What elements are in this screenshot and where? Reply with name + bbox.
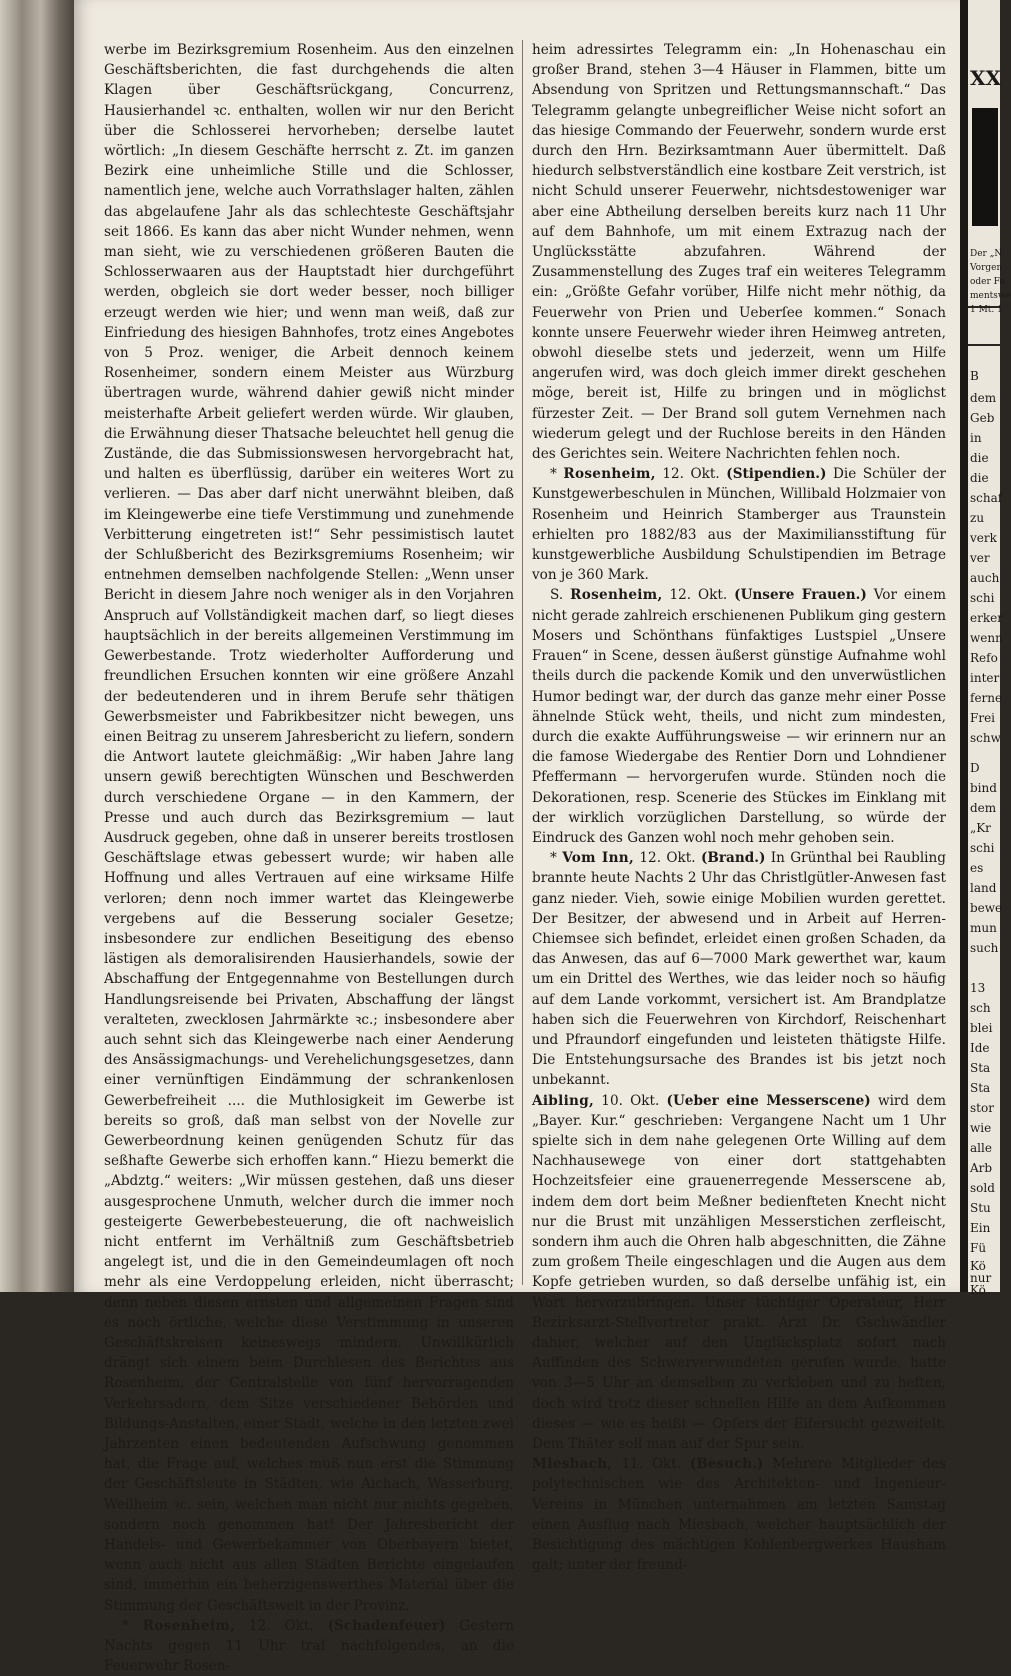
article-date: 11. Okt. bbox=[621, 1456, 682, 1473]
article-marker: * bbox=[550, 466, 557, 483]
right-column bbox=[532, 40, 946, 1575]
next-page-fragment: Geb bbox=[970, 411, 995, 425]
next-page-fragment: erker bbox=[970, 611, 1003, 625]
article-place: Aibling, bbox=[532, 1092, 595, 1109]
article-topic: (Ueber eine Messerscene) bbox=[666, 1092, 871, 1109]
article-topic: (Besuch.) bbox=[689, 1456, 764, 1473]
next-page-fragment: es bbox=[970, 861, 984, 875]
next-page-fragment: Kö bbox=[970, 1259, 986, 1273]
article-marker: * bbox=[550, 850, 557, 867]
next-page-fragment: blei bbox=[970, 1021, 993, 1035]
article-place: Rosenheim, bbox=[570, 587, 663, 604]
next-page-fragment: mun bbox=[970, 921, 997, 935]
next-page-fragment: stor bbox=[970, 1101, 994, 1115]
article-text: Die Schüler der Kunstgewerbeschulen in München, Willibald Holzmaier von Rosenheim und Heinrich Stamberger aus Traunstein erhielten pro 1882/83 aus der Maximiliansstiftung für kunstgewerbliche Ausbildung Schulstipendien im Betrage von je 360 Mark. bbox=[532, 466, 946, 584]
article-rosenheim-stipendien bbox=[532, 464, 946, 585]
article-vom-inn-brand bbox=[532, 848, 946, 1090]
next-page-fragment: schi bbox=[970, 591, 995, 605]
article-text: Vor einem nicht gerade zahlreich erschienenen Publikum ging gestern Mosers und Schönthans fünfaktiges Lustspiel „Unsere Frauen“ in Scene, dessen äußerst günstige Aufnahme wohl theils durch die packende Komik und den unverwüstlichen Humor bedingt war, der durch das ganze mehr einer Posse ähnelnde Stück weht, theils, und nicht zum mindesten, durch die exakte Aufführungsweise — wir erinnern nur an die famose Wiedergabe des Rentier Dorn und Lohndiener Pfeffermann — hervorgerufen wurde. Stünden noch die Dekorationen, resp. Scenerie des Stückes im Einklang mit der wirklich vorzüglichen Darstellung, so würde der Eindruck des Ganzen wohl noch mehr gehoben sein. bbox=[532, 587, 946, 846]
next-page-fragment: Frei bbox=[970, 711, 996, 725]
right-column-continuation: heim adressirtes Telegramm ein: „In Hohenaschau ein großer Brand, stehen 3—4 Häuser in Flammen, bitte um Absendung von Spritzen und Rettungsmannschaft.“ Das Telegramm gelangte unbegreiflicher Weise nicht sofort an das hiesige Commando der Feuerwehr, sondern wurde erst durch den Hrn. Bezirksamtmann Auer übermittelt. Daß hiedurch selbstverständlich eine kostbare Zeit verstrich, ist nicht Schuld unserer Feuerwehr, nichtsdestoweniger war aber eine Abtheilung derselben bereits kurz nach 11 Uhr auf dem Bahnhofe, um mit einem Extrazug nach der Unglücksstätte abzufahren. Während der Zusammenstellung des Zuges traf ein weiteres Telegramm ein: „Größte Gefahr vorüber, Hilfe nicht mehr nöthig, da Feuerwehr von Prien und Ueberſee kommen.“ Sonach konnte unsere Feuerwehr wieder ihren Heimweg antreten, obwohl dieselbe stets und jederzeit, wenn um Hilfe angerufen wird, was doch gleich immer direkt geschehen möge, bereit ist, Hilfe zu bringen und in möglichst fürzester Zeit. — Der Brand soll gutem Vernehmen nach wiederum gelegt und der Ruchlose bereits in den Händen des Gerichtes sein. Weitere Nachrichten fehlen noch. bbox=[532, 42, 946, 463]
article-topic: (Schadenfeuer) bbox=[327, 1617, 446, 1634]
next-page-fragment: 1 Mt. 1 bbox=[970, 305, 1003, 315]
next-page-fragment: verk bbox=[970, 531, 997, 545]
article-date: 10. Okt. bbox=[601, 1092, 660, 1109]
next-page-fragment: sch bbox=[970, 1001, 991, 1015]
next-page-fragment: Ide bbox=[970, 1041, 990, 1055]
next-page-fragment: wie bbox=[970, 1121, 992, 1135]
next-page-fragment: XX bbox=[970, 66, 1002, 90]
next-page-fragment: Der „N bbox=[970, 249, 1003, 259]
article-rosenheim-schadenfeuer bbox=[104, 1616, 514, 1676]
next-page-fragment: schw bbox=[970, 731, 1001, 745]
next-page-fragment: schi bbox=[970, 841, 995, 855]
next-page-fragment: auch bbox=[970, 571, 1000, 585]
next-page-fragment: die bbox=[970, 451, 989, 465]
next-page-fragment: land bbox=[970, 881, 997, 895]
next-page-rule bbox=[968, 344, 1000, 346]
left-column bbox=[104, 40, 514, 1676]
next-page-fragment: ver bbox=[970, 551, 990, 565]
next-page-fragment: Stu bbox=[970, 1201, 991, 1215]
next-page-fragment: Refo bbox=[970, 651, 998, 665]
article-marker: S. bbox=[550, 587, 564, 604]
article-date: 12. Okt. bbox=[248, 1617, 314, 1634]
next-page-fragment: mentswe bbox=[970, 291, 1011, 301]
next-page-fragment: B bbox=[970, 369, 979, 383]
article-place: Miesbach, bbox=[532, 1456, 613, 1473]
next-page-fragment: D bbox=[970, 761, 980, 775]
next-page-fragment: 13 bbox=[970, 981, 986, 995]
next-page-fragment: zu bbox=[970, 511, 985, 525]
next-page-fragment: nur bbox=[970, 1271, 992, 1285]
next-page-fragment: oder Fe bbox=[970, 277, 1005, 287]
article-text: Mehrere Mitglieder des polytechnischen wie des Architekten- und Ingenieur-Vereins in München unternahmen am letzten Samstag einen Ausflug nach Miesbach, welcher hauptsächlich der Besichtigung des mächtigen Kohlenbergwerkes Hausham galt; unter der freund- bbox=[532, 1456, 947, 1574]
next-page-fragment: Vorgen bbox=[970, 263, 1003, 273]
book-spine bbox=[0, 0, 74, 1292]
article-topic: (Unsere Frauen.) bbox=[734, 587, 867, 604]
next-page-fragment: wenn bbox=[970, 631, 1003, 645]
article-topic: (Brand.) bbox=[700, 850, 766, 867]
next-page-fragment: sold bbox=[970, 1181, 995, 1195]
article-place: Vom Inn, bbox=[562, 850, 634, 867]
next-page-fragment: Ein bbox=[970, 1221, 991, 1235]
next-page-fragment: dem bbox=[970, 801, 997, 815]
article-aibling-messerscene bbox=[532, 1091, 946, 1455]
next-page-masthead-block bbox=[972, 108, 998, 226]
next-page-fragment: inter bbox=[970, 671, 1000, 685]
article-date: 12. Okt. bbox=[639, 850, 696, 867]
article-text: In Grünthal bei Raubling brannte heute Nachts 2 Uhr das Christlgütler-Anwesen fast ganz nieder. Vieh, sowie einige Mobilien wurden gerettet. Der Besitzer, der abwesend und in Arbeit auf Herren-Chiemsee sich befindet, erleidet einen großen Schaden, da das Anwesen, das auf 6—7000 Mark gewerthet war, kaum um ein Drittel des Werthes, wie das leider noch so häufig auf dem Lande vorkommt, versichert ist. Am Brandplatze haben sich die Feuerwehren von Kirchdorf, Reischenhart und Pfraundorf eingefunden und leisteten thätigste Hilfe. Die Entstehungsursache des Brandes ist bis jetzt noch unbekannt. bbox=[532, 850, 946, 1089]
next-page-fragment: schaf bbox=[970, 491, 1003, 505]
next-page-edge bbox=[968, 0, 1011, 1297]
next-page-fragment: Sta bbox=[970, 1061, 991, 1075]
next-page-fragment: in bbox=[970, 431, 982, 445]
next-page-fragment: dem bbox=[970, 391, 997, 405]
next-page-fragment: bewe bbox=[970, 901, 1003, 915]
article-text: Gestern Nachts gegen 11 Uhr traf nachfolgendes, an die Feuerwehr Rosen- bbox=[104, 1617, 515, 1675]
article-marker: * bbox=[122, 1617, 129, 1634]
article-place: Rosenheim, bbox=[142, 1617, 236, 1634]
left-column-paragraph: werbe im Bezirksgremium Rosenheim. Aus den einzelnen Geschäftsberichten, die fast durchgehends die alten Klagen über Geschäftsrückgang, Concurrenz, Hausierhandel ꝛc. enthalten, wollen wir nur den Bericht über die Schlosserei hervorheben; derselbe lautet wörtlich: „In diesem Geschäfte herrscht z. Zt. im ganzen Bezirk eine unheimliche Stille und die Schlosser, namentlich jene, welche auch Vorrathslager halten, zählen das abgelaufene Jahr als das schlechteste Geschäftsjahr seit 1866. Es kann das aber nicht Wunder nehmen, wenn man sieht, wie zu verschiedenen größeren Bauten die Schlosserwaaren aus der Hauptstadt hier durchgeführt werden, obgleich sie dort weder besser, noch billiger erzeugt werden wie hier; und wenn man weiß, daß zur Einfriedung des hiesigen Bahnhofes, trotz eines Angebotes von 5 Proz. weniger, die Arbeit dennoch keinem Rosenheimer, sondern einem Meister aus Würzburg übertragen wurde, während dahier gewiß nicht minder meisterhafte Arbeit geliefert werden würde. Wir glauben, die Erwähnung dieser Thatsache beleuchtet hell genug die Zustände, die das Submissionswesen hervorgebracht hat, und halten es überflüssig, darüber ein weiteres Wort zu verlieren. — Das aber darf nicht unerwähnt bleiben, daß im Kleingewerbe eine tiefe Verstimmung und zunehmende Verbitterung eingetreten ist!“ Sehr pessimistisch lautet der Schlußbericht des Bezirksgremiums Rosenheim; wir entnehmen demselben nachfolgende Stellen: „Wenn unser Bericht in diesem Jahre noch weniger als in den Vorjahren Anspruch auf Vollständigkeit machen darf, so liegt dieses hauptsächlich in der bereits allgemeinen Verstimmung im Gewerbestande. Trotz wiederholter Aufforderung und freundlichen Ersuchen konnten wir eine größere Anzahl der bedeutenderen und in ihrem Berufe sehr thätigen Gewerbsmeister und Fabrikbesitzer nicht bewegen, uns einen Beitrag zu unserem Jahresbericht zu liefern, sondern die Antwort lautete gleichmäßig: „Wir haben Jahre lang unsern gewiß berechtigten Wünschen und Beschwerden durch verschiedene Organe — in den Kammern, der Presse und auch durch das Bezirksgremium — laut Ausdruck gegeben, ohne daß in unserer bereits trostlosen Geschäftslage etwas gebessert wurde; wir haben alle Hoffnung und alles Vertrauen auf eine wirksame Hilfe verloren; denn noch immer wartet das Kleingewerbe vergebens auf die Besserung socialer Gesetze; insbesondere zur endlichen Beseitigung des ebenso lästigen als demoralisirenden Hausierhandels, sowie der Abschaffung der Entgegennahme von Bestellungen durch Handlungsreisende bei Privaten, Abschaffung der längst veralteten, zwecklosen Jahrmärkte ꝛc.; insbesondere aber auch sehnt sich das Kleingewerbe nach einer Aenderung des Ansässigmachungs- und Verehelichungsgesetzes, dann einer vernünftigen Eindämmung der schrankenlosen Gewerbefreiheit .... die Muthlosigkeit im Gewerbe ist bereits so groß, daß man selbst von der Novelle zur Gewerbeordnung keinen genügenden Schutz für das seßhafte Gewerbe sich erhoffen kann.“ Hiezu bemerkt die „Abdztg.“ weiters: „Wir müssen gestehen, daß uns dieser ausgesprochene Unmuth, welcher durch die immer noch gesteigerte Gewerbebesteuerung, die oft nachweislich nicht entfernt im Verhältniß zum Geschäftsbetrieb angelegt ist, und die in den Gemeindeumlagen oft noch mehr als eine Verdoppelung erleiden, nicht überrascht; denn neben diesen ernsten und allgemeinen Fragen sind es noch örtliche, welche diese Verstimmung in unseren Geschäftskreisen keineswegs mindern. Unwillkürlich drängt sich einem beim Durchlesen des Berichtes aus Rosenheim, der Centralstelle von fünf hervorragenden Verkehrsadern, dem Sitze verschiedener Behörden und Bildungs-Anstalten, einer Stadt, welche in den letzten zwei Jahrzenten einen bedeutenden Aufschwung genommen hat, die Frage auf, welches muß nun erst die Stimmung der Geschäftsleute in Städten, wie Aichach, Wasserburg, Weilheim ꝛc. sein, welchen man nicht nur nichts gegeben, sondern noch genommen hat! Der Jahresbericht der Handels- und Gewerbekammer von Oberbayern bietet, wenn auch nicht aus allen Städten Berichte eingelaufen sind, immerhin ein beherzigenswerthes Material über die Stimmung der Geschäftswelt in der Provinz. bbox=[104, 42, 514, 1614]
next-page-fragment: „Kr bbox=[970, 821, 991, 835]
next-page-fragment: Sta bbox=[970, 1081, 991, 1095]
column-divider bbox=[522, 40, 523, 1285]
next-page-fragment: die bbox=[970, 471, 989, 485]
next-page-fragment: bind bbox=[970, 781, 997, 795]
next-page-fragment: ferne bbox=[970, 691, 1003, 705]
article-date: 12. Okt. bbox=[669, 587, 728, 604]
article-text: wird dem „Bayer. Kur.“ geschrieben: Vergangene Nacht um 1 Uhr spielte sich in dem nahe gelegenen Orte Willing auf dem Nachhausewege von einer dort stattgehabten Hochzeitsfeier eine grauenerregende Messerscene ab, indem dem dort beim Meßner bedienfteten Knecht nicht nur die Brust mit unzähligen Messerstichen zerfleischt, sondern ihm auch die Ohren halb abgeschnitten, die Zähne zum großem Theile eingeschlagen und die Augen aus dem Kopfe getrieben wurden, so daß derselbe unfähig ist, ein Wort hervorzubringen. Unser tüchtiger Operateur, Herr Bezirksarzt-Stellvertreter prakt. Arzt Dr. Gschwändler dahier, welcher auf den Unglücksplatz sofort nach Auffinden des Schwerverwundeten gerufen wurde, hatte von 3—5 Uhr an demselben zu verkleben und zu heften, doch wird trotz dieser schnellen Hilfe an dem Aufkommen dieses — wie es heißt — Opfers der Eifersucht gezweifelt. Dem Thäter soll man auf der Spur sein. bbox=[532, 1092, 946, 1453]
article-place: Rosenheim, bbox=[563, 466, 656, 483]
article-miesbach-besuch bbox=[532, 1454, 946, 1575]
next-page-fragment: alle bbox=[970, 1141, 992, 1155]
article-date: 12. Okt. bbox=[662, 466, 720, 483]
page-gutter bbox=[960, 0, 968, 1292]
next-page-fragment: Fü bbox=[970, 1241, 987, 1255]
article-topic: (Stipendien.) bbox=[726, 466, 827, 483]
article-rosenheim-unsere-frauen bbox=[532, 585, 946, 848]
next-page-fragment: such bbox=[970, 941, 999, 955]
next-page-fragment: Arb bbox=[970, 1161, 993, 1175]
next-page-fragment: Kö bbox=[970, 1283, 986, 1297]
